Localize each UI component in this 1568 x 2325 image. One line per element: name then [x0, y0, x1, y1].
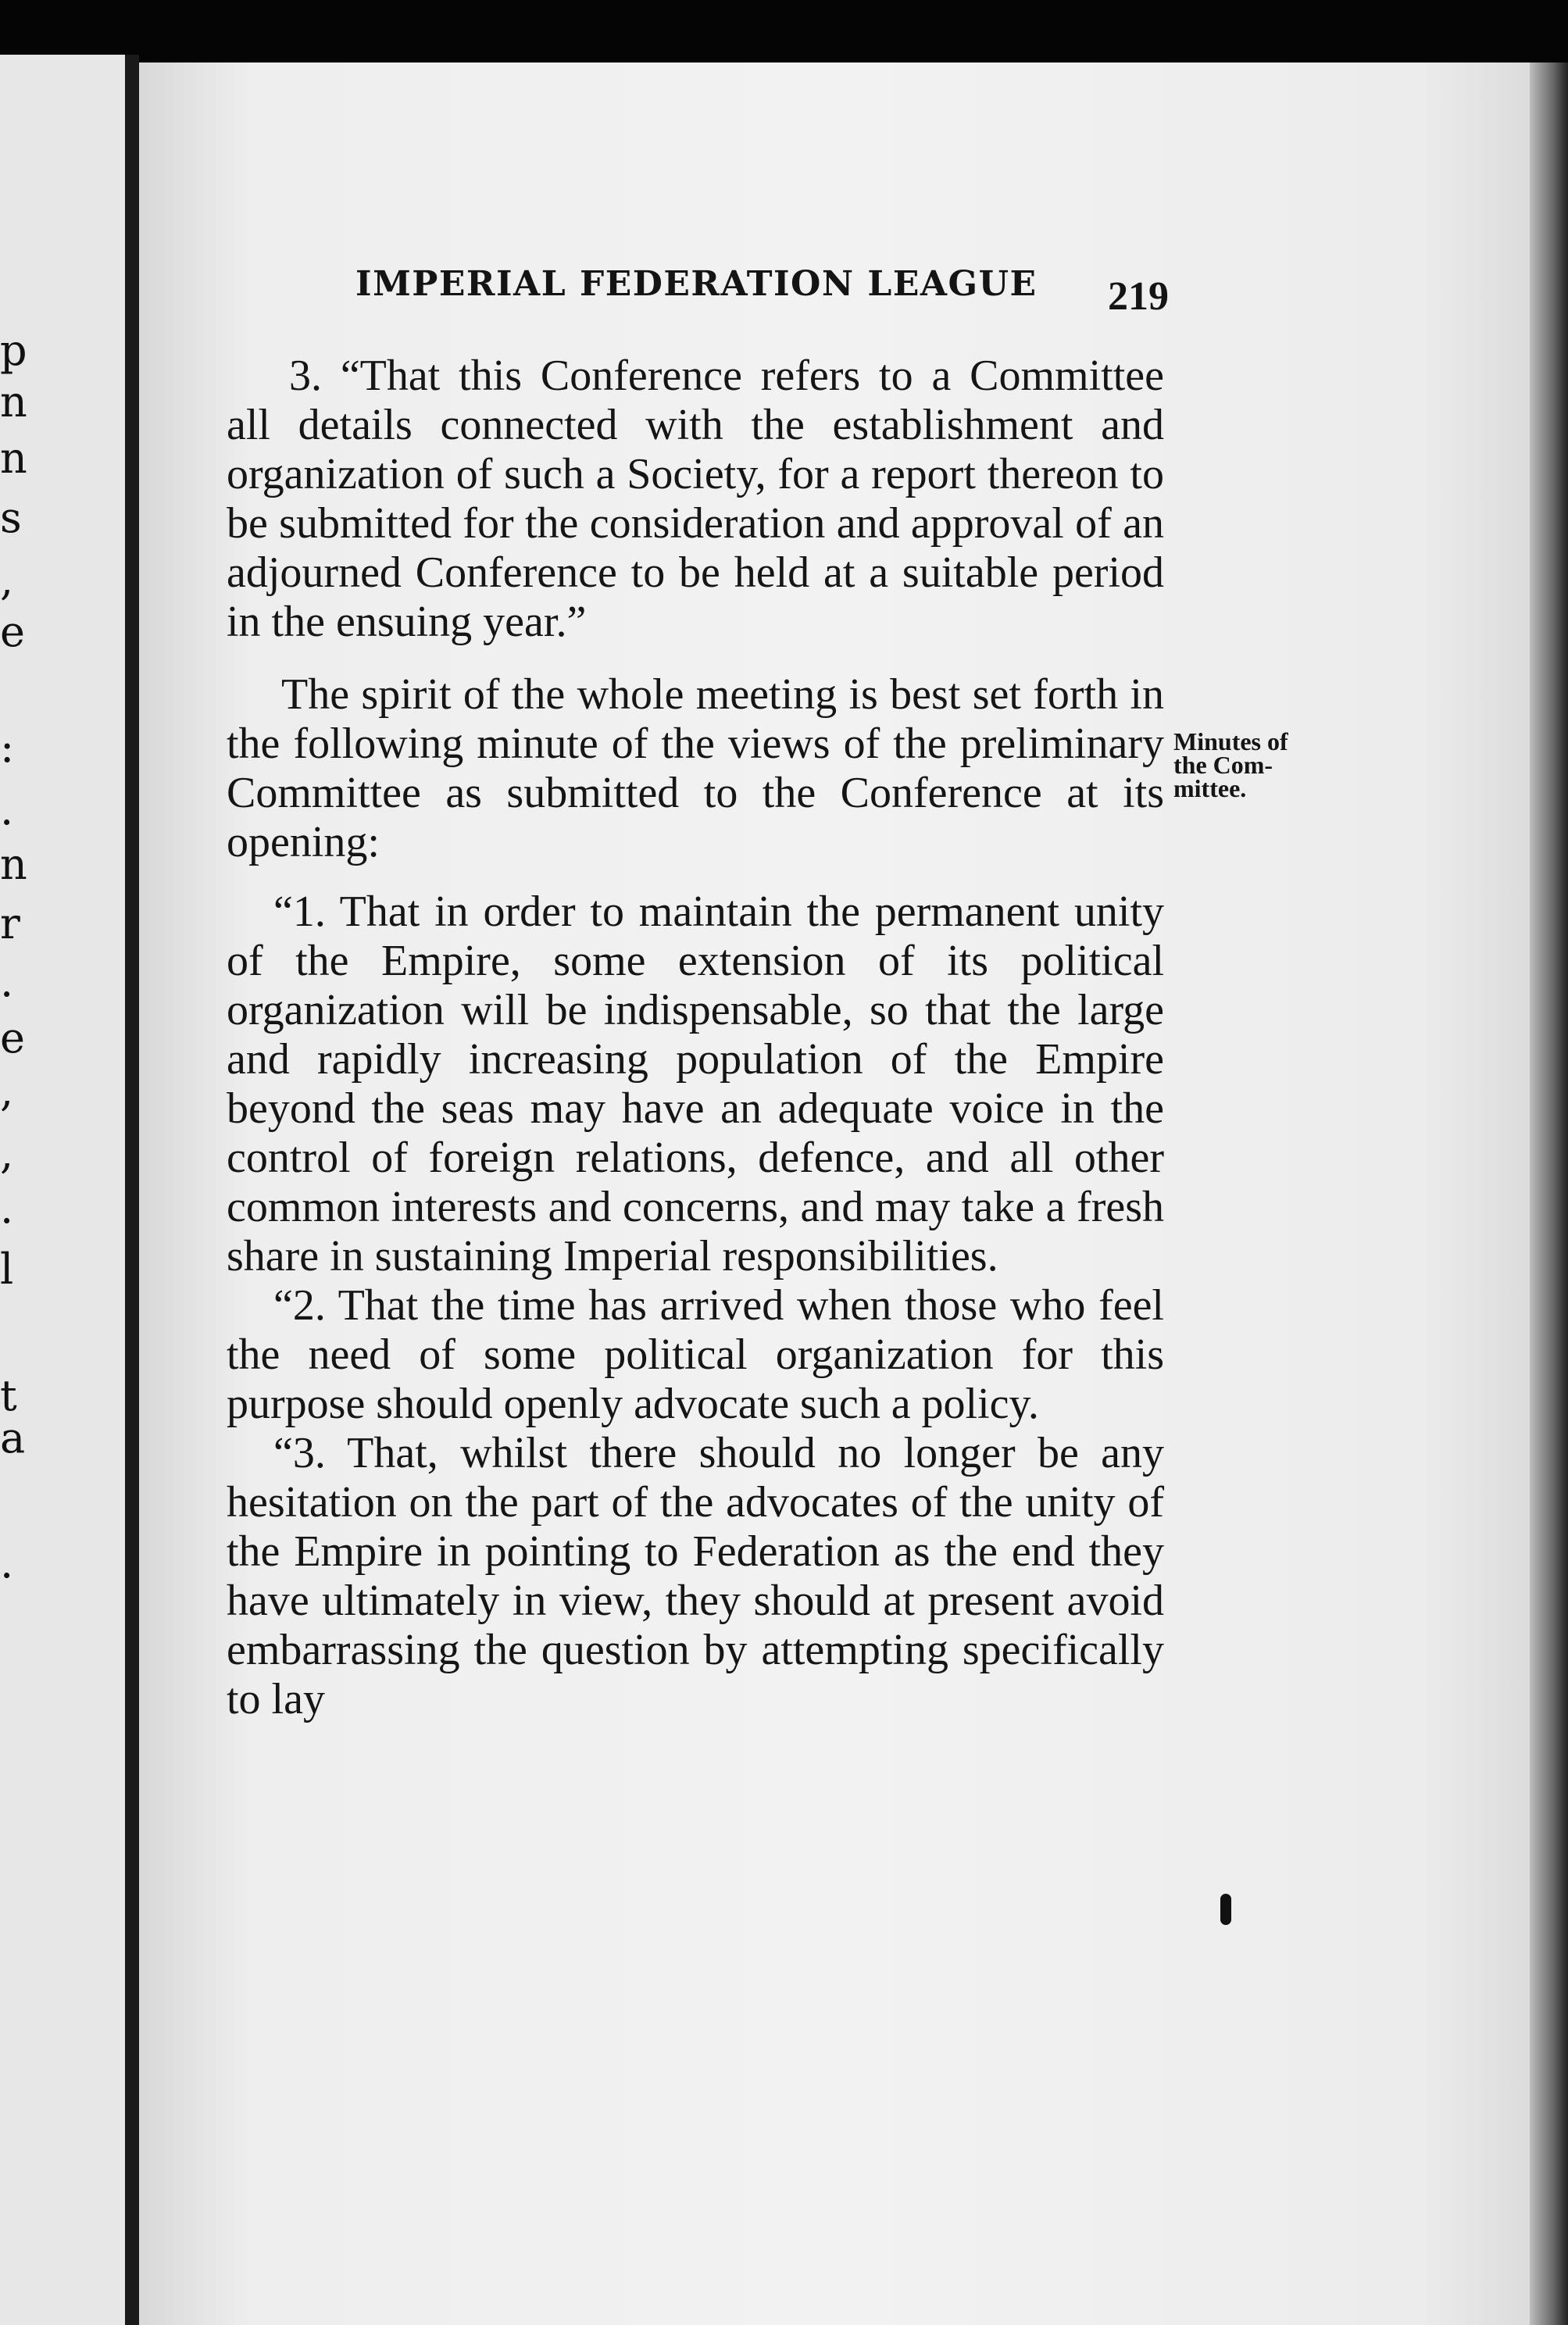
left-page-glyph: .: [0, 957, 14, 1006]
left-page-glyph: l: [0, 1245, 14, 1294]
left-page-glyph: ,: [0, 1066, 14, 1116]
running-head: IMPERIAL FEDERATION LEAGUE: [355, 264, 1038, 304]
paragraph: “3. That, whilst there should no longer be any hesitation on the part of the advocates of the unity of the Empire in pointing to Federation as the end they have ultimately in view, they should at present avoid embarrassing the question by attempting specifically to lay: [227, 1429, 1164, 1723]
left-page-glyph: t: [0, 1371, 17, 1420]
page-body: [227, 352, 1164, 1724]
left-page-glyph: n: [0, 377, 27, 427]
left-page-glyph: s: [0, 493, 22, 542]
left-page-fragment: [0, 55, 125, 2325]
left-page-glyph: .: [0, 1538, 14, 1588]
left-page-glyph: a: [0, 1413, 26, 1462]
left-page-glyph: :: [0, 723, 15, 772]
left-page-glyph: e: [0, 1013, 25, 1062]
page-edge-shadow: [1530, 62, 1568, 2325]
left-page-glyph: e: [0, 607, 25, 656]
left-page-glyph: ,: [0, 555, 14, 605]
ink-mark: [1220, 1894, 1231, 1925]
left-page-glyph: .: [0, 1184, 14, 1233]
left-page-glyph: r: [0, 899, 20, 948]
paragraph: “2. That the time has arrived when those who feel the need of some political organization for this purpose should openly advocate such a policy.: [227, 1281, 1164, 1428]
left-page-glyph: n: [0, 840, 27, 889]
marginal-note: Minutes of the Com-mittee.: [1173, 727, 1288, 802]
book-gutter: [125, 55, 139, 2325]
left-page-glyph: p: [0, 326, 27, 375]
paragraph: 3. “That this Conference refers to a Committee all details connected with the establishment and organization of such a Society, for a report thereon to be submitted for the consideration and approval of an adjourned Conference to be held at a suitable period in the ensuing year.”: [227, 352, 1164, 646]
left-page-glyph: n: [0, 434, 27, 483]
left-page-glyph: ,: [0, 1129, 14, 1178]
paragraph: The spirit of the whole meeting is best set forth in the following minute of the views of the preliminary Committee as submitted to the Conference at its opening:: [227, 670, 1164, 866]
left-page-glyph: .: [0, 785, 14, 834]
page-number: 219: [1108, 274, 1169, 319]
paragraph: “1. That in order to maintain the permanent unity of the Empire, some extension of its political organization will be indispensable, so that the large and rapidly increasing population of the Empire beyond the seas may have an adequate voice in the control of foreign relations, defence, and all other common interests and concerns, and may take a fresh share in sustaining Imperial responsibilities.: [227, 888, 1164, 1280]
